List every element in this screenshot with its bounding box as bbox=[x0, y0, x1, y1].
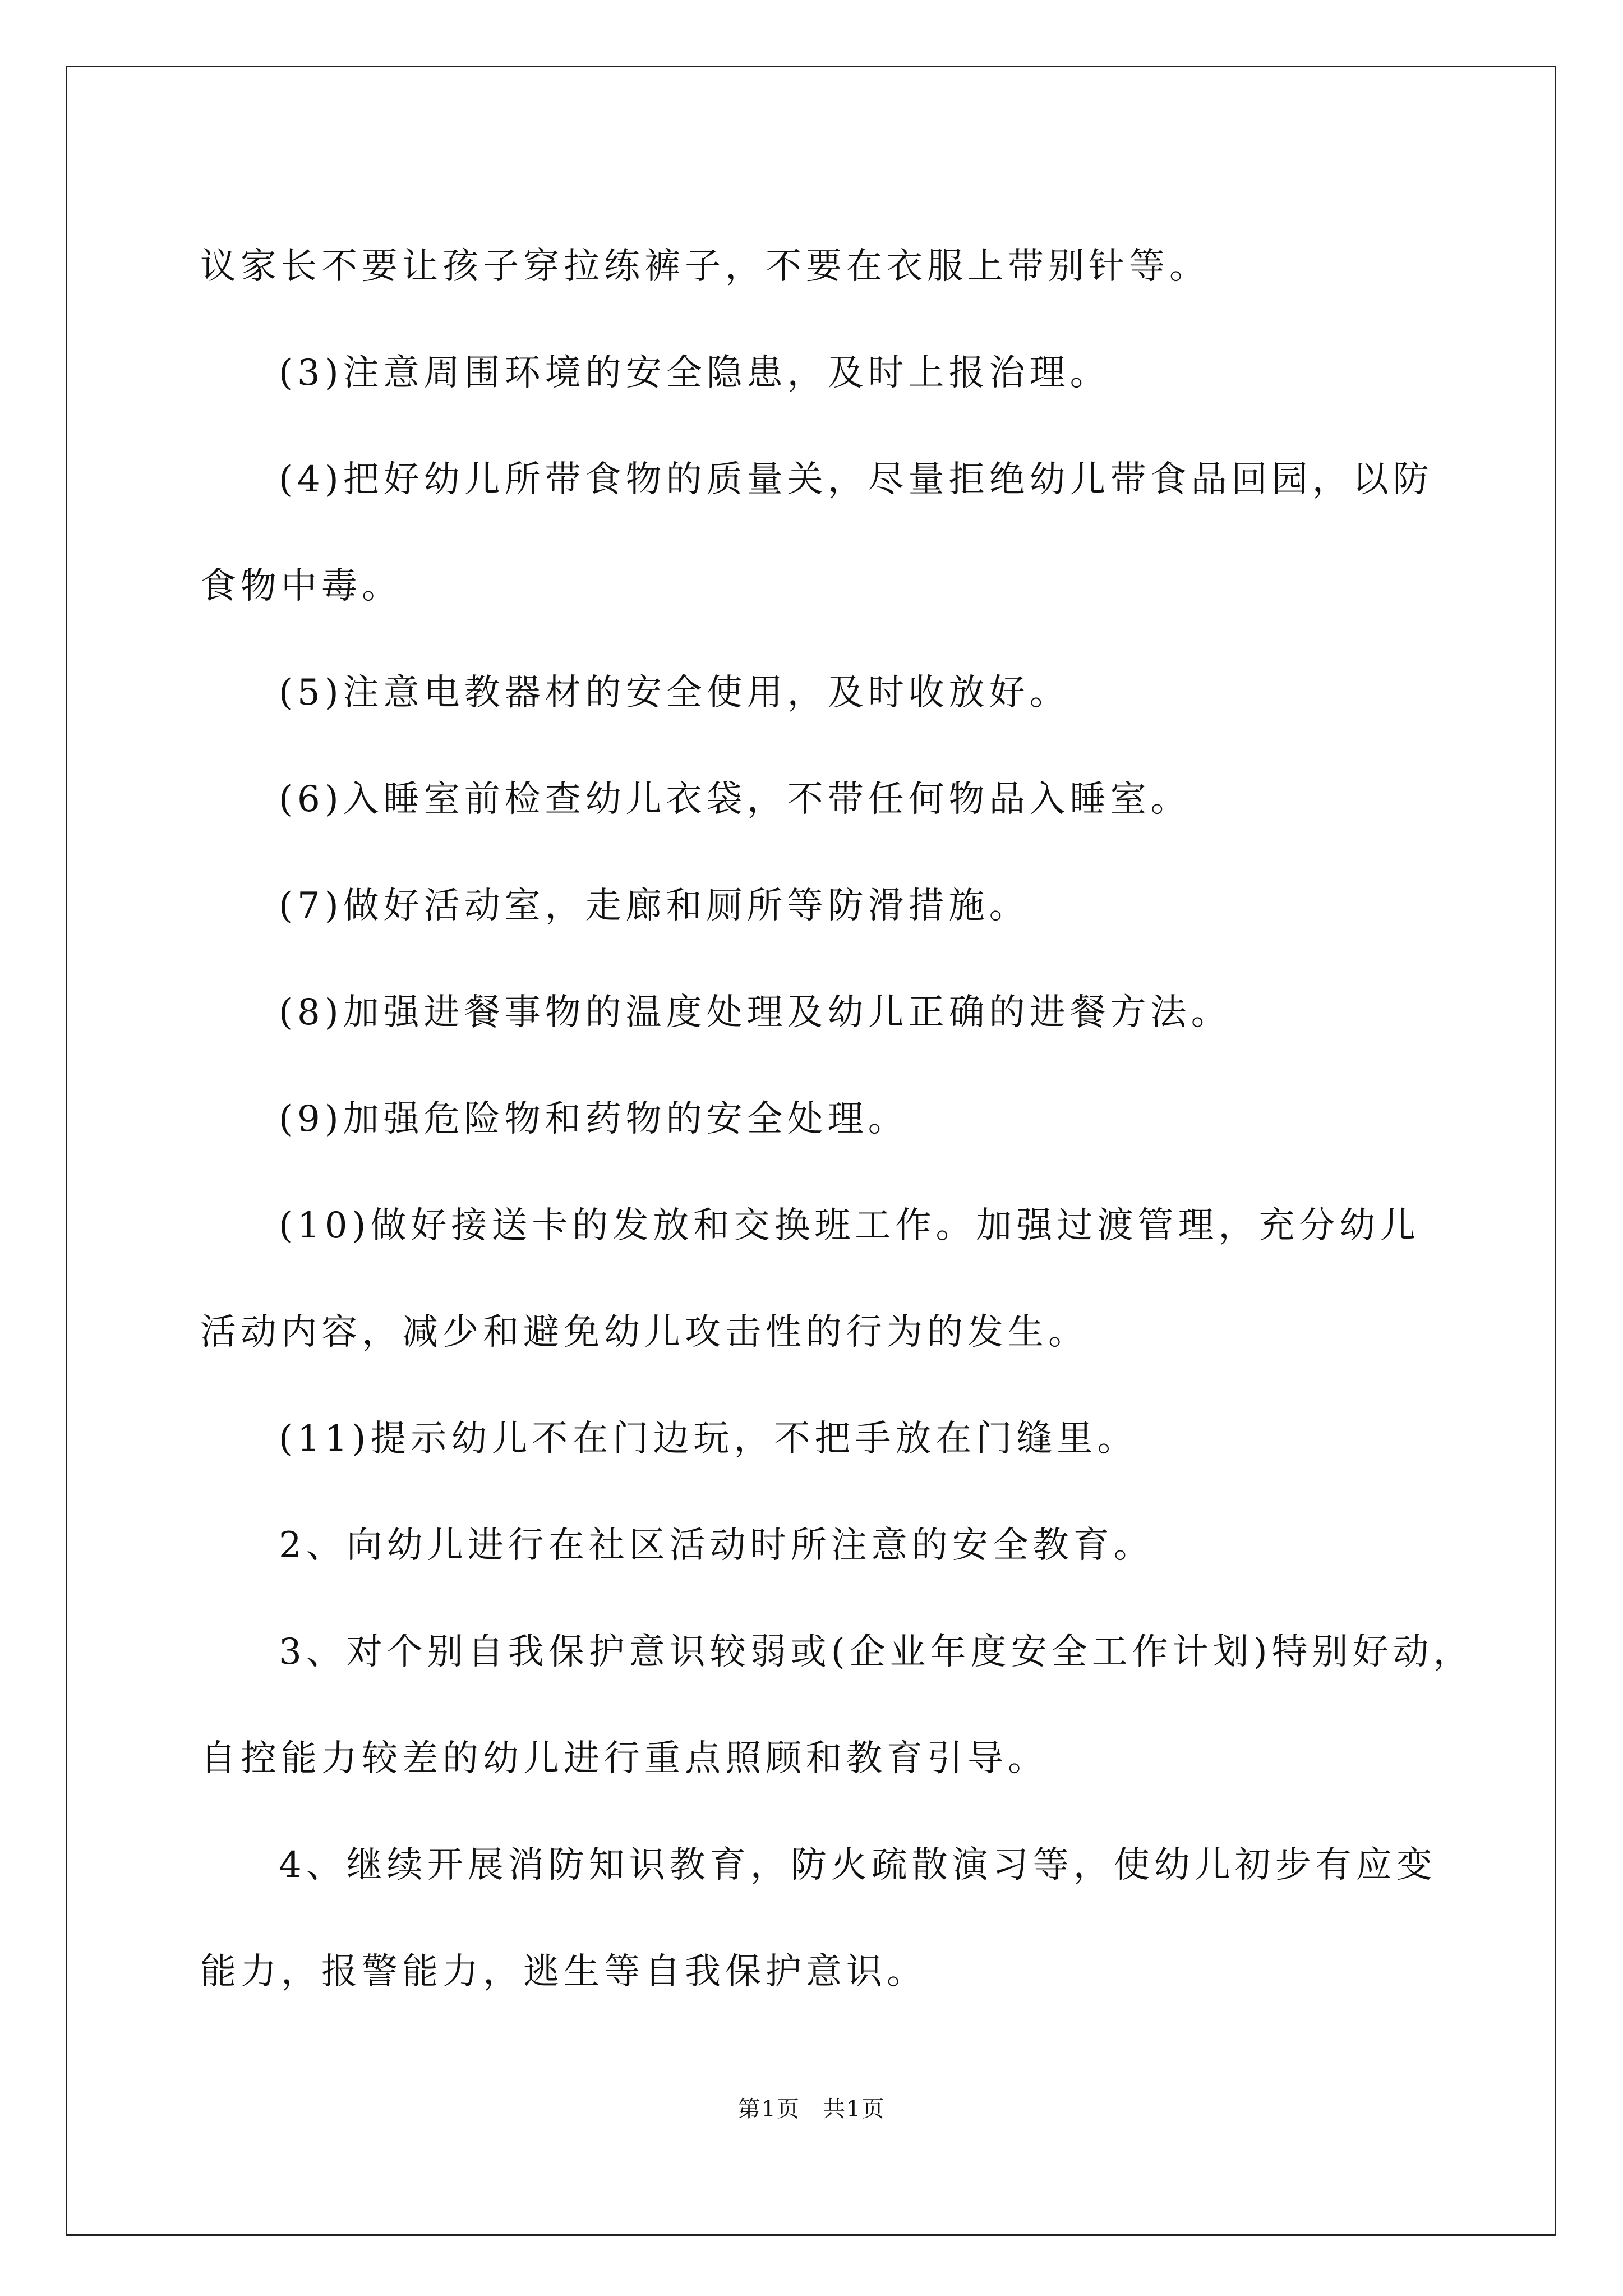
text-line: (6)入睡室前检查幼儿衣袋，不带任何物品入睡室。 bbox=[279, 779, 1191, 820]
page-number: 第1页 bbox=[737, 2096, 800, 2122]
page-total: 共1页 bbox=[823, 2096, 886, 2122]
text-line: (3)注意周围环境的安全隐患，及时上报治理。 bbox=[279, 352, 1110, 394]
text-line: (7)做好活动室，走廊和厕所等防滑措施。 bbox=[279, 885, 1030, 927]
text-line: 活动内容，减少和避免幼儿攻击性的行为的发生。 bbox=[200, 1312, 1089, 1353]
document-body bbox=[200, 213, 1474, 2025]
text-line: (5)注意电教器材的安全使用，及时收放好。 bbox=[279, 672, 1070, 714]
text-line: 议家长不要让孩子穿拉练裤子，不要在衣服上带别针等。 bbox=[200, 246, 1210, 287]
text-line: 2、向幼儿进行在社区活动时所注意的安全教育。 bbox=[279, 1525, 1154, 1566]
text-line: 能力，报警能力，逃生等自我保护意识。 bbox=[200, 1951, 927, 1993]
text-line: (8)加强进餐事物的温度处理及幼儿正确的进餐方法。 bbox=[279, 992, 1232, 1033]
text-line: 3、对个别自我保护意识较弱或(企业年度安全工作计划)特别好动， bbox=[279, 1631, 1474, 1673]
text-line: (4)把好幼儿所带食物的质量关，尽量拒绝幼儿带食品回园，以防 bbox=[279, 459, 1433, 500]
text-line: (9)加强危险物和药物的安全处理。 bbox=[279, 1098, 909, 1140]
text-line: 自控能力较差的幼儿进行重点照顾和教育引导。 bbox=[200, 1738, 1048, 1779]
text-line: (10)做好接送卡的发放和交换班工作。加强过渡管理，充分幼儿 bbox=[279, 1205, 1421, 1246]
text-line: 4、继续开展消防知识教育，防火疏散演习等，使幼儿初步有应变 bbox=[279, 1844, 1437, 1886]
page-footer bbox=[0, 2095, 1623, 2123]
text-line: 食物中毒。 bbox=[200, 565, 402, 607]
text-line: (11)提示幼儿不在门边玩，不把手放在门缝里。 bbox=[279, 1418, 1138, 1460]
